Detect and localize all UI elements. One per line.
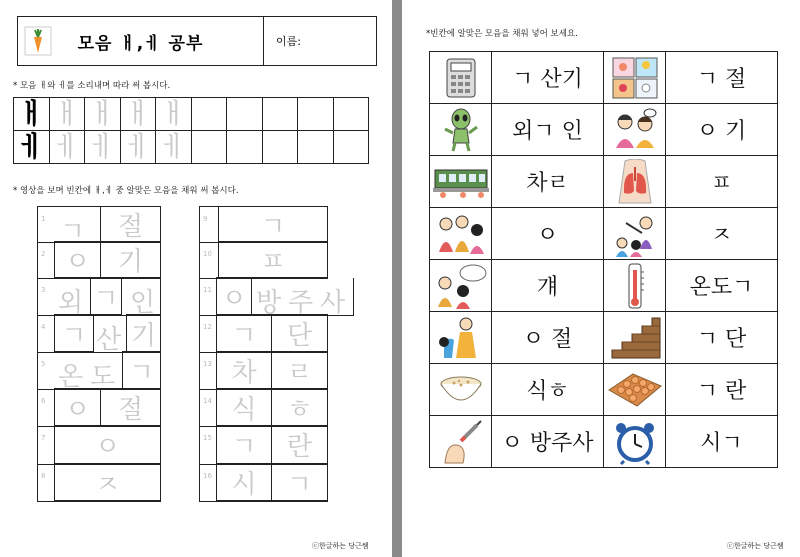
- answer-row: [430, 208, 778, 260]
- answer-row: [430, 156, 778, 208]
- fill-row[interactable]: 11 ㅇ 방 주 사: [199, 278, 354, 316]
- answer-word[interactable]: 식ㅎ: [492, 364, 604, 416]
- trace-cell[interactable]: ㅐ: [49, 98, 85, 131]
- calculator-icon: [439, 56, 483, 100]
- worksheet-page-left: [0, 0, 392, 557]
- practice-row-ae: [14, 98, 369, 131]
- alien-icon: [439, 107, 483, 153]
- answer-word[interactable]: ㅍ: [666, 156, 778, 208]
- answer-word[interactable]: 걔: [492, 260, 604, 312]
- copyright-right: ⓒ한글하는 당근쌤: [727, 542, 784, 550]
- train-icon: [433, 164, 489, 200]
- seasons-icon: [611, 56, 659, 100]
- answer-row: [430, 104, 778, 156]
- blank-cell[interactable]: [333, 98, 369, 131]
- trace-cell[interactable]: ㅔ: [85, 131, 121, 164]
- trace-cell[interactable]: ㅔ: [120, 131, 156, 164]
- practice-vowel: ㅐ: [14, 98, 50, 131]
- answer-word[interactable]: ㅈ: [666, 208, 778, 260]
- fill-row[interactable]: 8 ㅈ: [37, 464, 161, 502]
- blank-cell[interactable]: [298, 131, 334, 164]
- worksheet-header: [17, 16, 377, 66]
- fill-row[interactable]: 16 시 ㄱ: [199, 464, 328, 502]
- worksheet-page-right: [402, 0, 800, 557]
- answer-row: [430, 312, 778, 364]
- answer-table: [429, 51, 778, 468]
- fill-row[interactable]: 7 ㅇ: [37, 426, 161, 465]
- answer-word[interactable]: 외ㄱ 인: [492, 104, 604, 156]
- answer-word[interactable]: ㄱ 산기: [492, 52, 604, 104]
- vowel-practice-grid: [13, 97, 369, 164]
- answer-word[interactable]: ㄱ 단: [666, 312, 778, 364]
- blank-cell[interactable]: [191, 98, 227, 131]
- pointing-kids-icon: [610, 211, 660, 257]
- fill-row[interactable]: 1 ㄱ 절: [37, 206, 161, 243]
- name-label: 이름:: [276, 35, 301, 48]
- answer-row: [430, 260, 778, 312]
- children-icon: [436, 212, 486, 256]
- blank-cell[interactable]: [298, 98, 334, 131]
- thermometer-icon: [620, 262, 650, 310]
- answer-row: [430, 416, 778, 468]
- blank-cell[interactable]: [262, 98, 298, 131]
- fill-row[interactable]: 9 ㄱ: [199, 206, 328, 243]
- blank-cell[interactable]: [262, 131, 298, 164]
- copyright-left: ⓒ한글하는 당근쌤: [312, 542, 369, 550]
- answer-word[interactable]: ㅇ: [492, 208, 604, 260]
- blank-cell[interactable]: [333, 131, 369, 164]
- blank-cell[interactable]: [191, 131, 227, 164]
- fill-row[interactable]: 5 온 도 ㄱ: [37, 352, 161, 390]
- thinking-kids-icon: [433, 263, 489, 309]
- fill-row[interactable]: 13 차 ㄹ: [199, 352, 328, 390]
- answer-row: [430, 364, 778, 416]
- trace-cell[interactable]: ㅐ: [120, 98, 156, 131]
- trace-cell[interactable]: ㅐ: [156, 98, 192, 131]
- blank-cell[interactable]: [227, 98, 263, 131]
- answer-word[interactable]: ㅇ 기: [666, 104, 778, 156]
- answer-word[interactable]: ㅇ 방주사: [492, 416, 604, 468]
- answer-row: [430, 52, 778, 104]
- bowing-kids-icon: [436, 314, 486, 362]
- fill-row[interactable]: 2 ㅇ 기: [37, 242, 161, 279]
- stairs-icon: [608, 316, 662, 360]
- fill-row[interactable]: 14 식 ㅎ: [199, 389, 328, 427]
- trace-cell[interactable]: ㅐ: [85, 98, 121, 131]
- instruction-fill: * 영상을 보며 빈칸에 ㅐ,ㅔ 중 알맞은 모음을 채워 써 봅시다.: [13, 186, 239, 196]
- answer-word[interactable]: ㄱ 절: [666, 52, 778, 104]
- answer-word[interactable]: ㄱ 란: [666, 364, 778, 416]
- answer-word[interactable]: 차ㄹ: [492, 156, 604, 208]
- practice-row-e: [14, 131, 369, 164]
- fill-row[interactable]: 6 ㅇ 절: [37, 389, 161, 427]
- sikhye-bowl-icon: [437, 370, 485, 410]
- lungs-icon: [613, 159, 657, 205]
- worksheet-title: 모음 ㅐ,ㅔ 공부: [77, 33, 204, 54]
- alarm-clock-icon: [612, 419, 658, 465]
- practice-vowel: ㅔ: [14, 131, 50, 164]
- egg-tray-icon: [607, 370, 663, 410]
- carrot-icon: [24, 26, 52, 56]
- fill-row[interactable]: 4 ㄱ 산 기: [37, 315, 161, 353]
- fill-row[interactable]: 12 ㄱ 단: [199, 315, 328, 353]
- answer-word[interactable]: 온도ㄱ: [666, 260, 778, 312]
- trace-cell[interactable]: ㅔ: [49, 131, 85, 164]
- answer-word[interactable]: ㅇ 절: [492, 312, 604, 364]
- kids-talking-icon: [610, 108, 660, 152]
- instruction-trace: * 모음 ㅐ와 ㅔ를 소리내며 따라 써 봅시다.: [13, 81, 171, 91]
- blank-cell[interactable]: [227, 131, 263, 164]
- fill-row[interactable]: 10 ㅍ: [199, 242, 328, 279]
- trace-cell[interactable]: ㅔ: [156, 131, 192, 164]
- fill-row[interactable]: 15 ㄱ 란: [199, 426, 328, 465]
- fill-row[interactable]: 3 외 ㄱ 인: [37, 278, 161, 316]
- answer-word[interactable]: 시ㄱ: [666, 416, 778, 468]
- syringe-icon: [439, 419, 483, 465]
- instruction-answer: *빈칸에 알맞은 모음을 채워 넣어 보세요.: [426, 29, 578, 39]
